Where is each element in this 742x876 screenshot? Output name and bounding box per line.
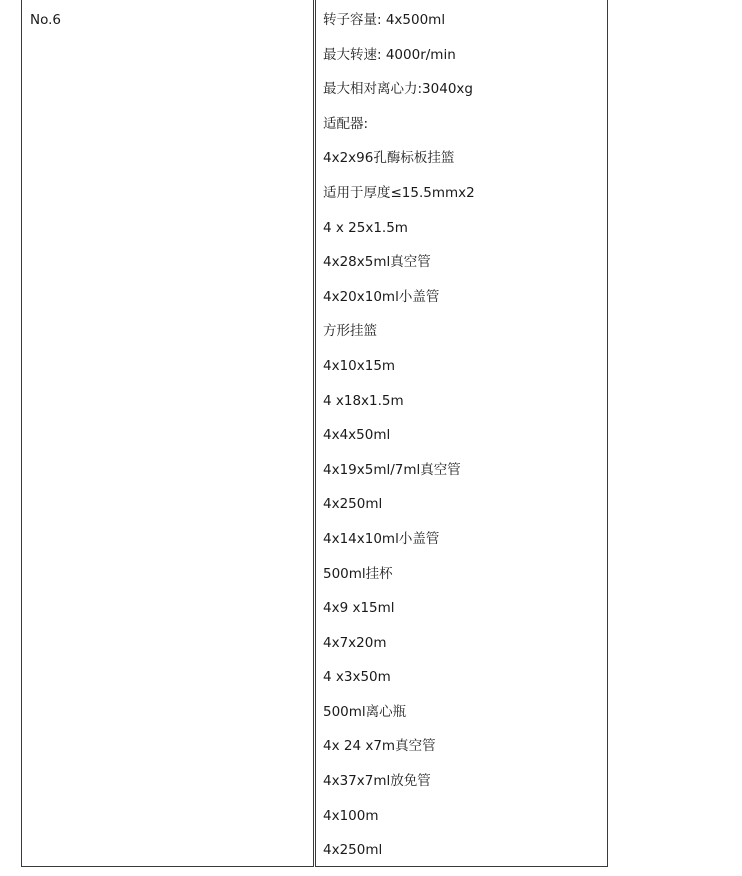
specs-cell <box>315 0 608 867</box>
spec-line: 4x250ml <box>323 496 383 513</box>
spec-line: 500ml离心瓶 <box>323 703 407 720</box>
spec-line: 适配器: <box>323 115 369 132</box>
spec-line: 4x9 x15ml <box>323 600 395 617</box>
spec-line: 500ml挂杯 <box>323 565 393 582</box>
spec-line: 4x19x5ml/7ml真空管 <box>323 461 461 478</box>
spec-line: 4x100m <box>323 807 379 824</box>
spec-line: 4x20x10ml小盖管 <box>323 288 440 305</box>
spec-line: 4x14x10ml小盖管 <box>323 530 440 547</box>
spec-line: 方形挂篮 <box>323 323 377 340</box>
spec-list <box>323 11 475 876</box>
spec-line: 4x28x5ml真空管 <box>323 254 431 271</box>
spec-table <box>21 0 608 867</box>
spec-line: 4x10x15m <box>323 357 396 374</box>
spec-line: 4x2x96孔酶标板挂篮 <box>323 150 455 167</box>
spec-line: 4x250ml <box>323 842 383 859</box>
spec-line: 4 x18x1.5m <box>323 392 404 409</box>
spec-line: 最大转速: 4000r/min <box>323 46 456 63</box>
spec-line: 4x4x50ml <box>323 427 391 444</box>
spec-line: 最大相对离心力:3040xg <box>323 81 473 98</box>
spec-line: 转子容量: 4x500ml <box>323 12 446 28</box>
spec-line: 4x37x7ml放免管 <box>323 773 431 790</box>
spec-line: 4 x3x50m <box>323 669 391 686</box>
spec-line: 4x7x20m <box>323 634 387 651</box>
spec-line: 4 x 25x1.5m <box>323 219 408 236</box>
spec-line: 适用于厚度≤15.5mmx2 <box>323 184 475 201</box>
model-number: No.6 <box>30 12 62 28</box>
spec-line: 4x 24 x7m真空管 <box>323 738 436 755</box>
model-cell <box>21 0 314 867</box>
